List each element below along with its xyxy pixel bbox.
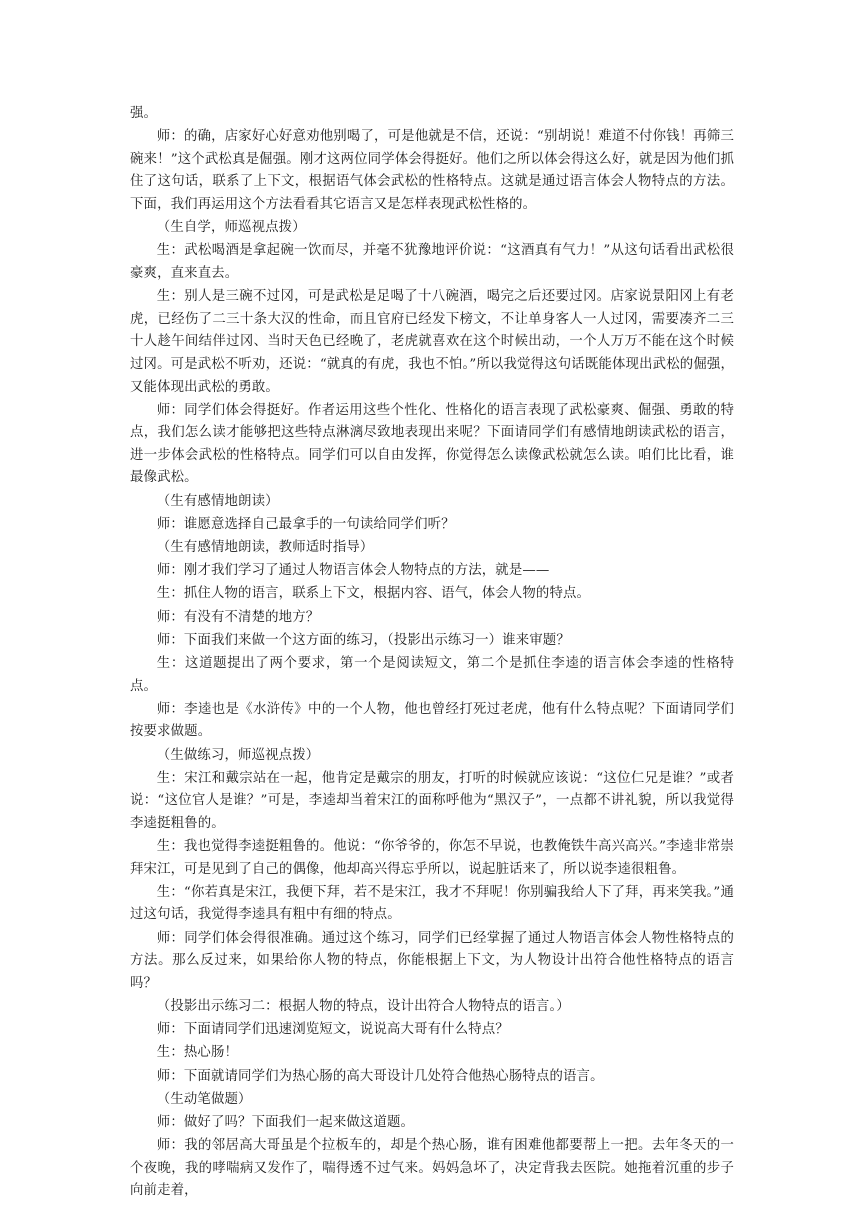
- paragraph: 师：刚才我们学习了通过人物语言体会人物特点的方法，就是——: [156, 563, 550, 579]
- paragraph: （生自学，师巡视点拨）: [156, 220, 306, 236]
- paragraph: 师：谁愿意选择自己最拿手的一句读给同学们听？: [156, 516, 455, 532]
- paragraph: 师：做好了吗？下面我们一起来做这道题。: [156, 1114, 415, 1130]
- paragraph: 师：同学们体会得挺好。作者运用这些个性化、性格化的语言表现了武松豪爽、倔强、勇敢的特点，我们怎么读才能够把这些特点淋漓尽致地表现出来呢？下面请同学们有感情地朗读武松的语言，进一步体会武松的性格特点。同学们可以自由发挥，你觉得怎么读像武松就怎么读。咱们比比看，谁最像武松。: [130, 402, 734, 486]
- paragraph: 师：下面就请同学们为热心肠的高大哥设计几处符合他热心肠特点的语言。: [156, 1068, 604, 1084]
- paragraph: （投影出示练习二：根据人物的特点，设计出符合人物特点的语言。）: [156, 999, 570, 1015]
- paragraph: （生有感情地朗读）: [156, 493, 279, 509]
- paragraph: 生：这道题提出了两个要求，第一个是阅读短文，第二个是抓住李逵的语言体会李逵的性格特点。: [130, 655, 734, 694]
- paragraph: 生：抓住人物的语言，联系上下文，根据内容、语气，体会人物的特点。: [156, 586, 591, 602]
- paragraph: 强。: [130, 106, 158, 121]
- paragraph: 生：宋江和戴宗站在一起，他肯定是戴宗的朋友，打听的时候就应该说：“这位仁兄是谁？”或者说：“这位官人是谁？”可是，李逵却当着宋江的面称呼他为“黑汉子”，一点都不讲礼貌，所以我觉得李逵挺粗鲁的。: [130, 770, 734, 831]
- paragraph: 生：别人是三碗不过冈，可是武松是足喝了十八碗酒，喝完之后还要过冈。店家说景阳冈上有老虎，已经伤了二三十条大汉的性命，而且官府已经发下榜文，不让单身客人一人过冈，需要凑齐二三十人趁午间结伴过冈、当时天色已经晚了，老虎就喜欢在这个时候出动，一个人万万不能在这个时候过冈。可是武松不听劝，还说：“就真的有虎，我也不怕。”所以我觉得这句话既能体现出武松的倔强，又能体现出武松的勇敢。: [130, 289, 734, 395]
- paragraph: 师：我的邻居高大哥虽是个拉板车的，却是个热心肠，谁有困难他都要帮上一把。去年冬天的一个夜晚，我的哮喘病又发作了，喘得透不过气来。妈妈急坏了，决定背我去医院。她拖着沉重的步子向前走着，: [130, 1138, 734, 1199]
- paragraph: 师：李逵也是《水浒传》中的一个人物，他也曾经打死过老虎，他有什么特点呢？下面请同学们按要求做题。: [130, 701, 734, 740]
- paragraph: 师：下面请同学们迅速浏览短文，说说高大哥有什么特点？: [156, 1022, 509, 1038]
- paragraph: 师：的确，店家好心好意劝他别喝了，可是他就是不信，还说：“别胡说！难道不付你钱！再筛三碗来！”这个武松真是倔强。刚才这两位同学体会得挺好。他们之所以体会得这么好，就是因为他们抓住了这句话，联系了上下文，根据语气体会武松的性格特点。这就是通过语言体会人物特点的方法。下面，我们再运用这个方法看看其它语言又是怎样表现武松性格的。: [130, 129, 734, 212]
- document-page: [130, 103, 734, 1204]
- paragraph: （生有感情地朗读，教师适时指导）: [156, 540, 374, 556]
- paragraph: 生：热心肠！: [156, 1045, 239, 1061]
- paragraph: 生：“你若真是宋江，我便下拜，若不是宋江，我才不拜呢！你别骗我给人下了拜，再来笑我。”通过这句话，我觉得李逵具有粗中有细的特点。: [130, 884, 734, 923]
- paragraph: （生做练习，师巡视点拨）: [156, 747, 320, 763]
- paragraph: 生：我也觉得李逵挺粗鲁的。他说：“你爷爷的，你怎不早说，也教俺铁牛高兴高兴。”李逵非常崇拜宋江，可是见到了自己的偶像，他却高兴得忘乎所以，说起脏话来了，所以说李逵很粗鲁。: [130, 839, 734, 877]
- paragraph: 师：有没有不清楚的地方？: [156, 609, 320, 625]
- paragraph: 师：下面我们来做一个这方面的练习，（投影出示练习一）谁来审题？: [156, 632, 570, 648]
- paragraph: 生：武松喝酒是拿起碗一饮而尽，并毫不犹豫地评价说：“这酒真有气力！”从这句话看出武松很豪爽，直来直去。: [130, 243, 734, 281]
- paragraph: （生动笔做题）: [156, 1091, 252, 1107]
- paragraph: 师：同学们体会得很准确。通过这个练习，同学们已经掌握了通过人物语言体会人物性格特点的方法。那么反过来，如果给你人物的特点，你能根据上下文，为人物设计出符合他性格特点的语言吗？: [130, 930, 734, 991]
